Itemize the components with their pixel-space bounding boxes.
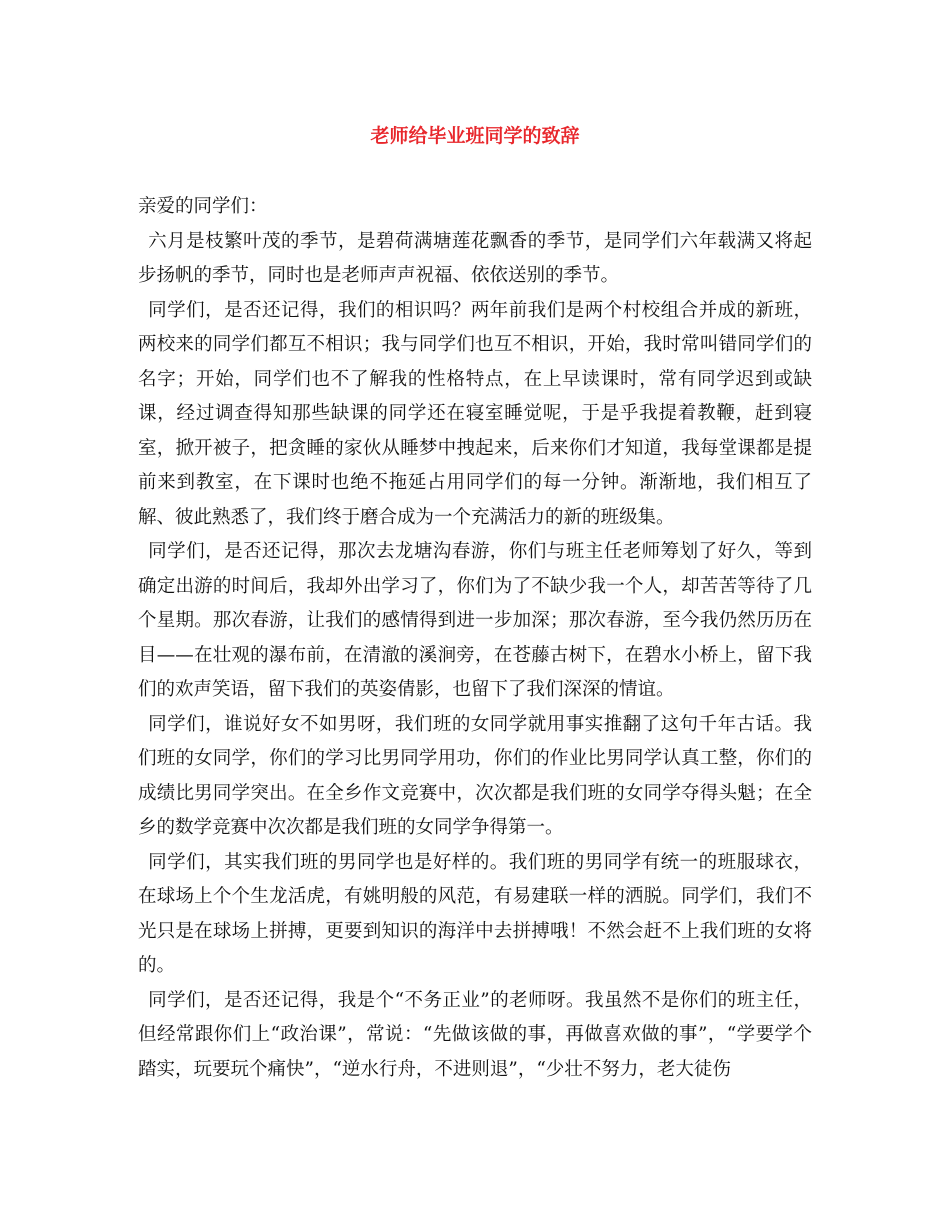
document-title: 老师给毕业班同学的致辞	[370, 125, 580, 147]
document-body	[138, 190, 812, 1087]
paragraph: 同学们，是否还记得，那次去龙塘沟春游，你们与班主任老师筹划了好久，等到确定出游的时间后，我却外出学习了，你们为了不缺少我一个人，却苦苦等待了几个星期。那次春游，让我们的感情得到进一步加深；那次春游，至今我仍然历历在目——在壮观的瀑布前，在清澈的溪涧旁，在苍藤古树下，在碧水小桥上，留下我们的欢声笑语，留下我们的英姿倩影，也留下了我们深深的情谊。	[138, 541, 812, 700]
paragraph: 同学们，是否还记得，我是个“不务正业”的老师呀。我虽然不是你们的班主任，但经常跟你们上“政治课”，常说：“先做该做的事，再做喜欢做的事”，“学要学个踏实，玩要玩个痛快”，“逆水行舟，不进则退”，“少壮不努力，老大徒伤	[138, 989, 812, 1080]
paragraph: 同学们，谁说好女不如男呀，我们班的女同学就用事实推翻了这句千年古话。我们班的女同学，你们的学习比男同学用功，你们的作业比男同学认真工整，你们的成绩比男同学突出。在全乡作文竞赛中，次次都是我们班的女同学夺得头魁；在全乡的数学竞赛中次次都是我们班的女同学争得第一。	[138, 713, 812, 838]
salutation: 亲爱的同学们：	[138, 196, 268, 217]
paragraph: 同学们，其实我们班的男同学也是好样的。我们班的男同学有统一的班服球衣，在球场上个个生龙活虎，有姚明般的风范，有易建联一样的洒脱。同学们，我们不光只是在球场上拼搏，更要到知识的海洋中去拼搏哦！不然会赶不上我们班的女将的。	[138, 851, 812, 976]
paragraph: 六月是枝繁叶茂的季节，是碧荷满塘莲花飘香的季节，是同学们六年载满又将起步扬帆的季节，同时也是老师声声祝福、依依送别的季节。	[138, 230, 812, 286]
paragraph: 同学们，是否还记得，我们的相识吗？两年前我们是两个村校组合并成的新班，两校来的同学们都互不相识；我与同学们也互不相识，开始，我时常叫错同学们的名字；开始，同学们也不了解我的性格特点，在上早读课时，常有同学迟到或缺课，经过调查得知那些缺课的同学还在寝室睡觉呢，于是乎我提着教鞭，赶到寝室，掀开被子，把贪睡的家伙从睡梦中拽起来，后来你们才知道，我每堂课都是提前来到教室，在下课时也绝不拖延占用同学们的每一分钟。渐渐地，我们相互了解、彼此熟悉了，我们终于磨合成为一个充满活力的新的班级集。	[138, 299, 812, 528]
